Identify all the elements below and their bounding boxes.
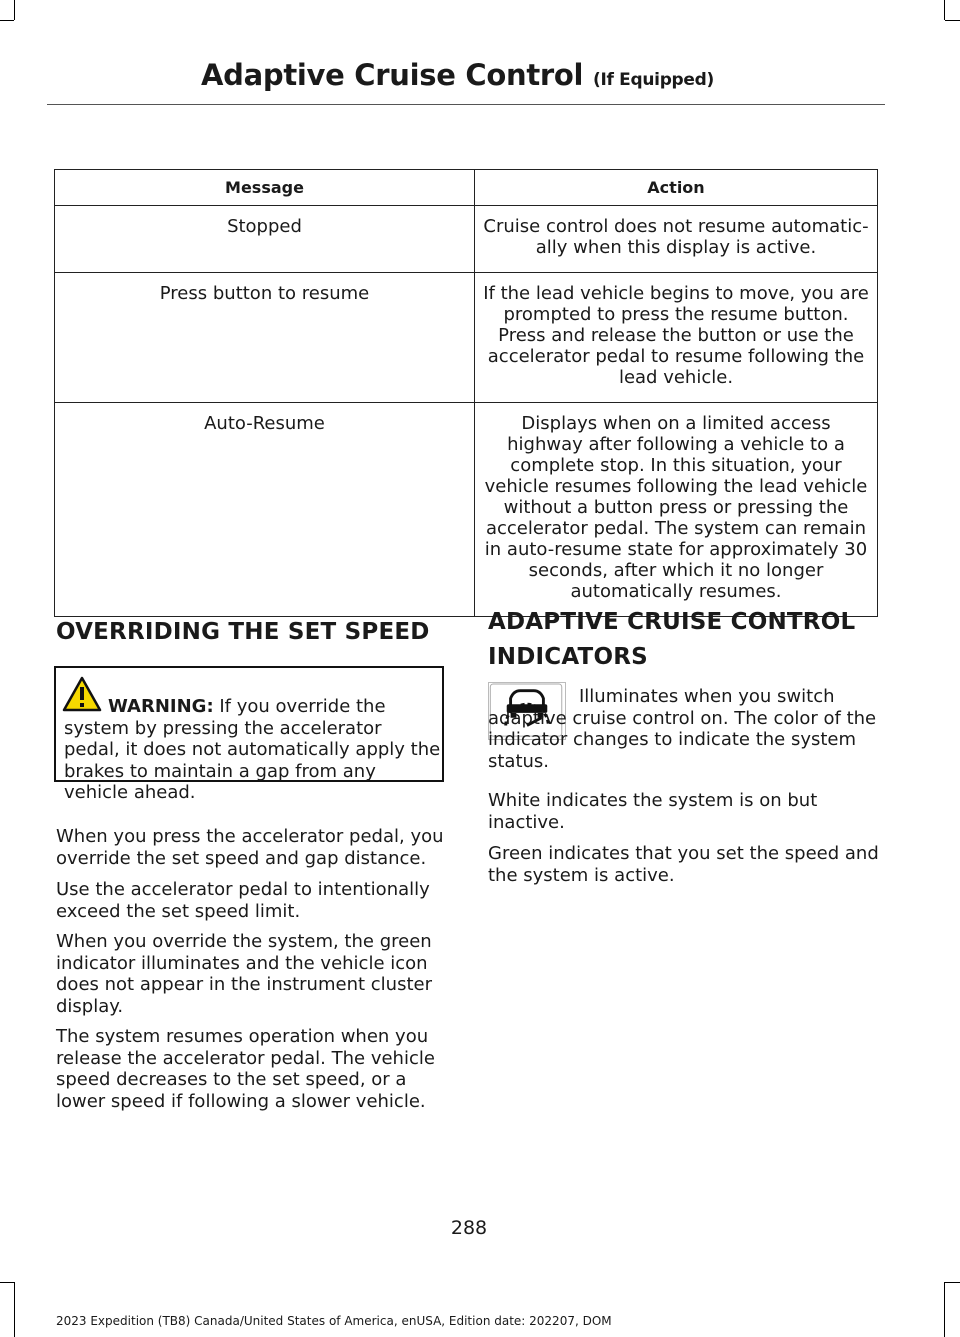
crop-mark: [14, 1282, 15, 1337]
table-cell-message: Press button to resume: [55, 273, 475, 403]
table-cell-action: Cruise control does not resume automatic-ally when this display is active.: [475, 206, 878, 273]
page-title-text: Adaptive Cruise Control: [200, 58, 584, 92]
table-cell-message: Stopped: [55, 206, 475, 273]
paragraph: When you press the accelerator pedal, you override the set speed and gap distance.: [56, 826, 444, 869]
warning-text: [64, 696, 442, 804]
warning-box: [54, 666, 444, 803]
paragraph: Use the accelerator pedal to intentionally exceed the set speed limit.: [56, 879, 430, 922]
header-divider: [47, 104, 885, 105]
table-cell-action: If the lead vehicle begins to move, you are prompted to press the resume button. Press and release the button or use the accelerator pedal to resume following the lead vehicle.: [475, 273, 878, 403]
table-cell-message: Auto-Resume: [55, 403, 475, 617]
section-heading-overriding: OVERRIDING THE SET SPEED: [56, 619, 430, 645]
crop-mark: [0, 1282, 14, 1283]
page-title-suffix: (If Equipped): [592, 70, 714, 90]
page-number: 288: [450, 1217, 488, 1239]
footer-text: 2023 Expedition (TB8) Canada/United States of America, enUSA, Edition date: 202207, DOM: [56, 1314, 612, 1328]
table-row: [55, 206, 878, 273]
paragraph: Green indicates that you set the speed and the system is active.: [488, 843, 879, 886]
section-heading-line: ADAPTIVE CRUISE CONTROL: [488, 609, 856, 635]
crop-mark: [945, 20, 960, 21]
paragraph: The system resumes operation when you release the accelerator pedal. The vehicle speed decreases to the set speed, or a lower speed if following a slower vehicle.: [56, 1026, 435, 1112]
crop-mark: [0, 20, 14, 21]
section-heading-indicators: [488, 607, 855, 672]
page-title: [201, 58, 714, 92]
table-header-message: Message: [55, 170, 475, 206]
crop-mark: [944, 0, 945, 20]
paragraph: White indicates the system is on but inactive.: [488, 790, 818, 833]
warning-body: If you override the system by pressing the accelerator pedal, it does not automatically apply the brakes to maintain a gap from any vehicle ahead.: [64, 696, 441, 803]
table-header-row: [55, 170, 878, 206]
table-row: [55, 403, 878, 617]
message-table: [54, 169, 878, 617]
crop-mark: [944, 1282, 945, 1337]
paragraph: When you override the system, the green indicator illuminates and the vehicle icon does not appear in the instrument cluster display.: [56, 931, 432, 1017]
table-row: [55, 273, 878, 403]
table-cell-action: Displays when on a limited access highway after following a vehicle to a complete stop. In this situation, your vehicle resumes following the lead vehicle without a button press or pressing the accelerator pedal. The system can remain in auto-resume state for approximately 30 seconds, after which it no longer automatically resumes.: [475, 403, 878, 617]
crop-mark: [14, 0, 15, 20]
indicator-description: Illuminates when you switch adaptive cruise control on. The color of the indicator changes to indicate the system status.: [488, 686, 877, 772]
warning-label: WARNING:: [108, 696, 214, 717]
section-heading-line: INDICATORS: [488, 644, 648, 670]
crop-mark: [945, 1282, 960, 1283]
table-header-action: Action: [475, 170, 878, 206]
